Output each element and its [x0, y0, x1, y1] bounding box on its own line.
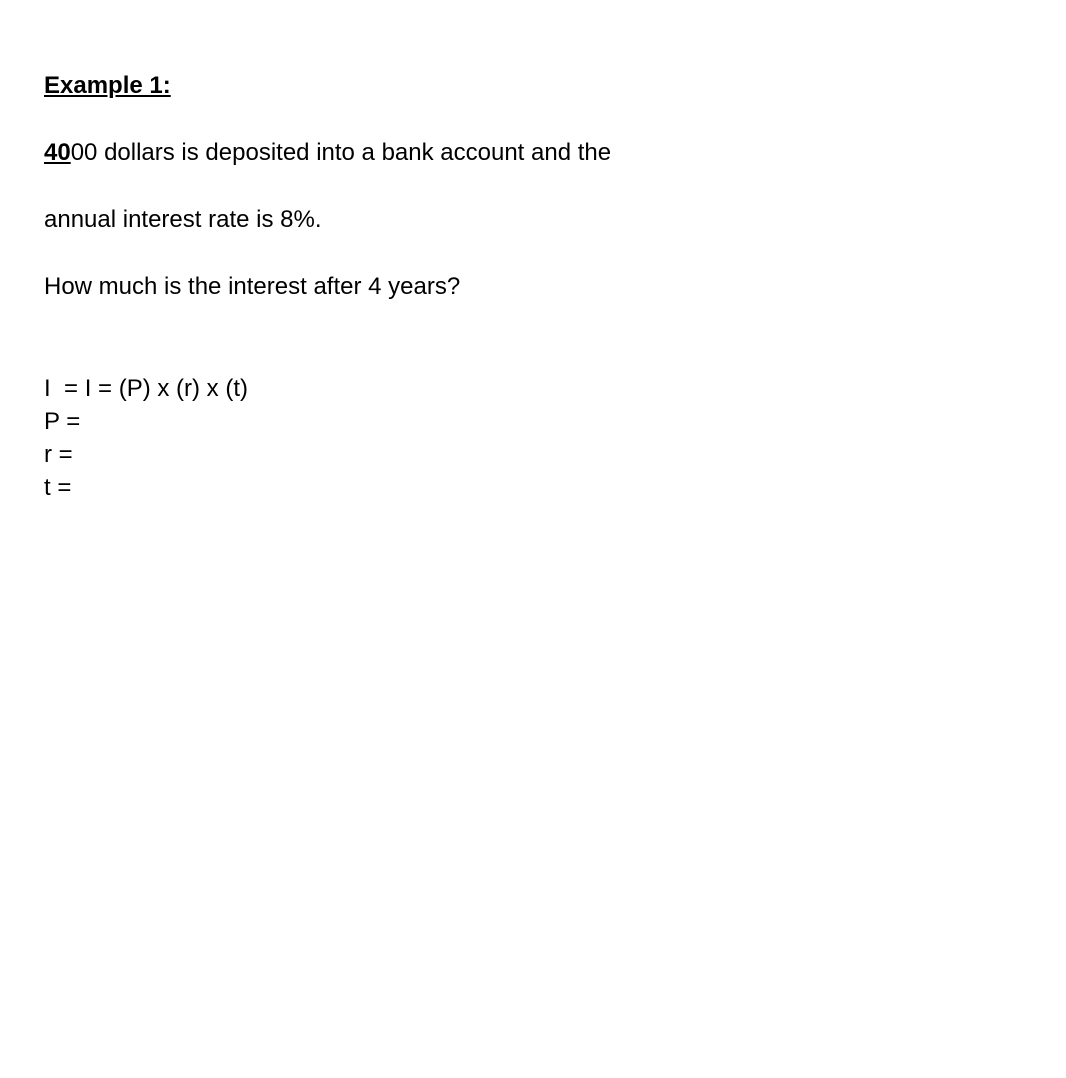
problem-question: How much is the interest after 4 years? — [44, 273, 461, 300]
problem-line-1-text: 00 dollars is deposited into a bank account and the — [70, 139, 612, 166]
time-line: t = — [44, 474, 72, 501]
problem-line-1 — [44, 139, 611, 167]
rate-line: r = — [44, 441, 73, 468]
problem-line-2: annual interest rate is 8%. — [44, 206, 322, 233]
example-heading: Example 1: — [44, 72, 171, 99]
principal-line: P = — [44, 408, 81, 435]
interest-formula: I = I = (P) x (r) x (t) — [44, 375, 248, 402]
deposit-amount-emphasis: 40 — [44, 139, 71, 166]
